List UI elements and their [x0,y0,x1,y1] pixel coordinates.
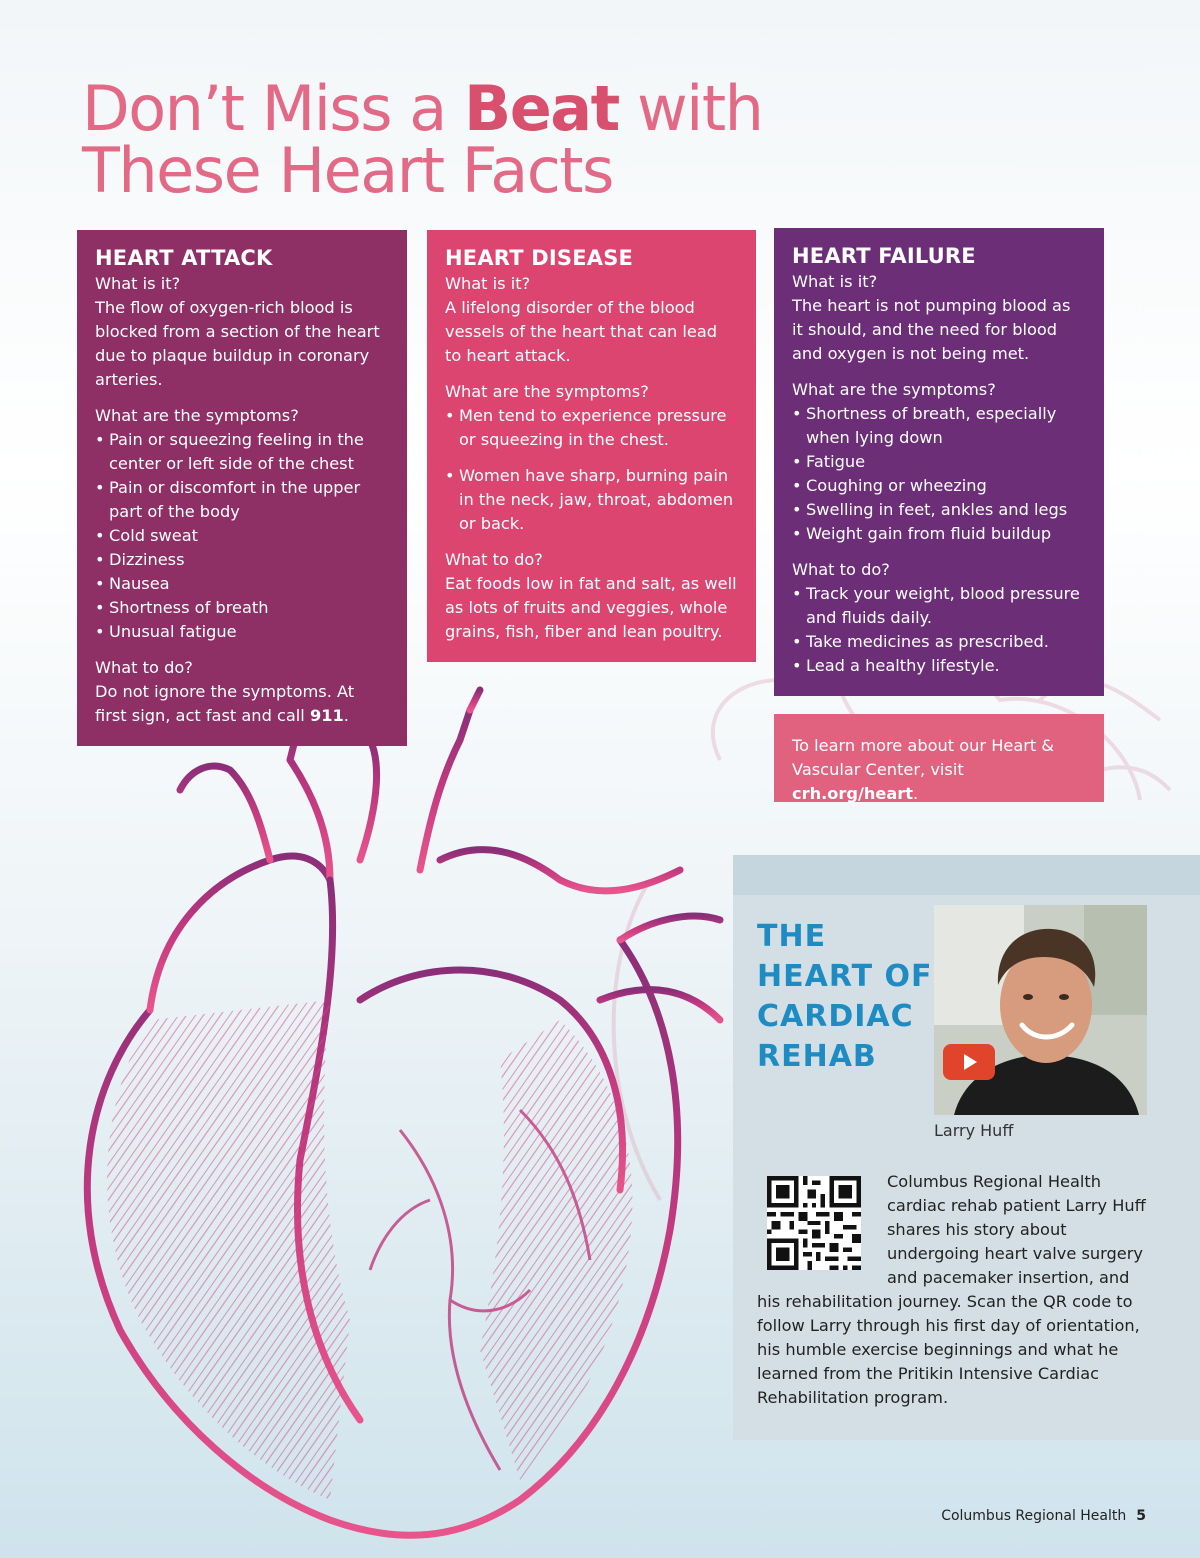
heart-attack-heading: HEART ATTACK [95,246,273,270]
learn-more-link[interactable]: crh.org/heart [792,784,914,803]
page-number: 5 [1136,1508,1146,1524]
heart-attack-q2: What are the symptoms? [95,406,299,425]
heart-attack-a3-text: Do not ignore the symptoms. At first sign, act fast and call [95,682,355,725]
heart-failure-q1: What is it? [792,272,878,291]
rehab-title-line: HEART OF [757,959,933,994]
list-item: • Dizziness [95,548,389,572]
page-title-part2: with [618,72,763,145]
page-footer [941,1508,1146,1524]
rehab-story-body: Columbus Regional Health cardiac rehab patient Larry Huff shares his story about undergoing heart valve surgery and pacemaker insertion, and his rehabilitation journey. Scan the QR code to follow Larry through his first day of orientation, his humble exercise beginnings and what he learned from the Pritikin Intensive Cardiac Rehabilitation program. [757,1172,1146,1407]
cardiac-rehab-panel [733,855,1200,1440]
heart-failure-q2: What are the symptoms? [792,380,996,399]
heart-failure-heading: HEART FAILURE [792,244,976,268]
rehab-title-line: REHAB [757,1039,877,1074]
list-item: • Shortness of breath, especially when lying down [792,402,1086,450]
rehab-title [757,917,932,1077]
patient-photo [934,905,1147,1115]
heart-attack-symptoms [95,428,389,644]
heart-attack-box [77,230,407,746]
panel-band [733,855,1200,895]
rehab-story-text [757,1170,1152,1410]
heart-disease-a1: A lifelong disorder of the blood vessels of the heart that can lead to heart attack. [445,298,718,365]
list-item: • Nausea [95,572,389,596]
list-item: • Men tend to experience pressure or squeezing in the chest. [445,404,738,452]
heart-attack-q1: What is it? [95,274,181,293]
list-item: • Fatigue [792,450,1086,474]
heart-failure-q3: What to do? [792,560,890,579]
heart-attack-a3 [95,680,389,728]
heart-attack-a1: The flow of oxygen-rich blood is blocked from a section of the heart due to plaque buildup in coronary arteries. [95,298,380,389]
rehab-title-line: THE [757,919,827,954]
heart-disease-q2: What are the symptoms? [445,382,649,401]
learn-more-end: . [913,784,919,803]
heart-disease-a3: Eat foods low in fat and salt, as well as lots of fruits and veggies, whole grains, fish, fiber and lean poultry. [445,574,737,641]
heart-failure-actions [792,582,1086,678]
heart-disease-heading: HEART DISEASE [445,246,634,270]
list-item: • Shortness of breath [95,596,389,620]
page-title-part1: Don’t Miss a [82,72,464,145]
list-item: • Weight gain from fluid buildup [792,522,1086,546]
heart-attack-q3: What to do? [95,658,193,677]
heart-disease-q3: What to do? [445,550,543,569]
heart-failure-symptoms [792,402,1086,546]
qr-code-icon[interactable] [767,1176,861,1270]
list-item: • Women have sharp, burning pain in the neck, jaw, throat, abdomen or back. [445,464,738,536]
heart-failure-box [774,228,1104,696]
page-title-line2: These Heart Facts [82,134,613,207]
heart-attack-a3-end: . [343,706,349,725]
list-item: • Take medicines as prescribed. [792,630,1086,654]
list-item: • Track your weight, blood pressure and fluids daily. [792,582,1086,630]
emergency-number: 911 [309,706,344,725]
list-item: • Cold sweat [95,524,389,548]
heart-failure-a1: The heart is not pumping blood as it should, and the need for blood and oxygen is not being met. [792,296,1071,363]
heart-disease-symptoms [445,404,738,536]
page-title [82,72,763,207]
list-item: • Swelling in feet, ankles and legs [792,498,1086,522]
learn-more-box [774,714,1104,802]
list-item: • Lead a healthy lifestyle. [792,654,1086,678]
photo-caption: Larry Huff [934,1121,1014,1140]
heart-disease-box [427,230,756,662]
list-item: • Unusual fatigue [95,620,389,644]
page-title-bold: Beat [463,72,619,145]
patient-video-thumbnail[interactable] [934,905,1147,1115]
rehab-title-line: CARDIAC [757,999,914,1034]
learn-more-text: To learn more about our Heart & Vascular Center, visit [792,736,1055,779]
play-button-icon[interactable] [943,1044,995,1080]
footer-org: Columbus Regional Health [941,1508,1127,1524]
heart-disease-q1: What is it? [445,274,531,293]
list-item: • Coughing or wheezing [792,474,1086,498]
list-item: • Pain or discomfort in the upper part of the body [95,476,389,524]
list-item: • Pain or squeezing feeling in the center or left side of the chest [95,428,389,476]
